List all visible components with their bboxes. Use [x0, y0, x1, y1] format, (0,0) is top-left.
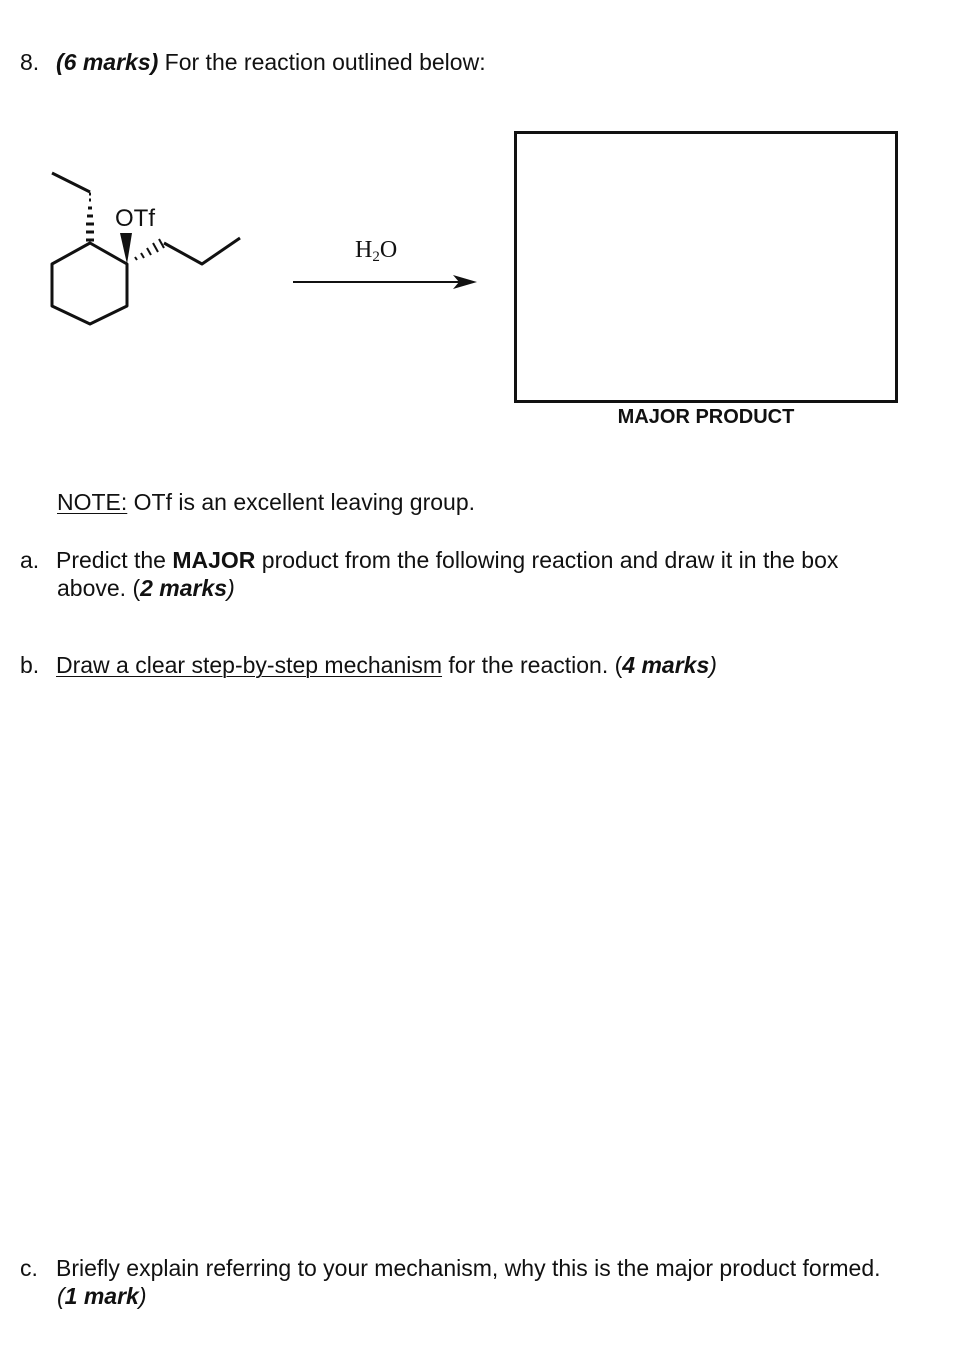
major-product-answer-box[interactable]: [514, 131, 898, 403]
part-a-bold: MAJOR: [172, 547, 256, 573]
part-c-text: Briefly explain referring to your mechanism, why this is the major product formed.: [56, 1255, 881, 1281]
part-b-letter: b.: [20, 652, 40, 678]
hashed-bond-propyl: [135, 239, 164, 260]
starting-material-structure: [40, 160, 260, 340]
note-label: NOTE:: [57, 489, 128, 515]
part-c-marks: 1 mark: [64, 1283, 139, 1309]
ethyl-bond: [52, 173, 90, 192]
part-c-line2: (1 mark): [57, 1283, 147, 1309]
otf-label: OTf: [115, 205, 155, 232]
hashed-bond-ethyl: [86, 194, 94, 240]
part-c-line1: [20, 1254, 881, 1282]
question-number: 8.: [20, 49, 40, 75]
part-a-line1: a. Predict the MAJOR product from the following reaction and draw it in the box: [20, 547, 839, 573]
part-b-line: b. Draw a clear step-by-step mechanism for the reaction. (4 marks): [20, 652, 717, 678]
major-product-caption: MAJOR PRODUCT: [617, 406, 795, 428]
note-text: OTf is an excellent leaving group.: [127, 489, 476, 515]
question-marks: (6 marks): [56, 49, 159, 75]
question-intro: For the reaction outlined below:: [164, 49, 486, 75]
part-a-marks: 2 marks: [140, 575, 228, 601]
reaction-arrow: [285, 230, 485, 300]
part-a-line2: above. (2 marks): [57, 575, 235, 601]
part-c-letter: c.: [20, 1255, 38, 1281]
part-b-underlined: Draw a clear step-by-step mechanism: [56, 652, 443, 678]
note-line: [57, 488, 475, 516]
propyl-chain: [164, 238, 240, 264]
part-b-marks: 4 marks: [622, 652, 710, 678]
question-header: [20, 48, 486, 76]
part-a-letter: a.: [20, 547, 40, 573]
reagent-label: $H_2O$: [355, 237, 398, 265]
cyclohexane-ring: [52, 243, 127, 324]
